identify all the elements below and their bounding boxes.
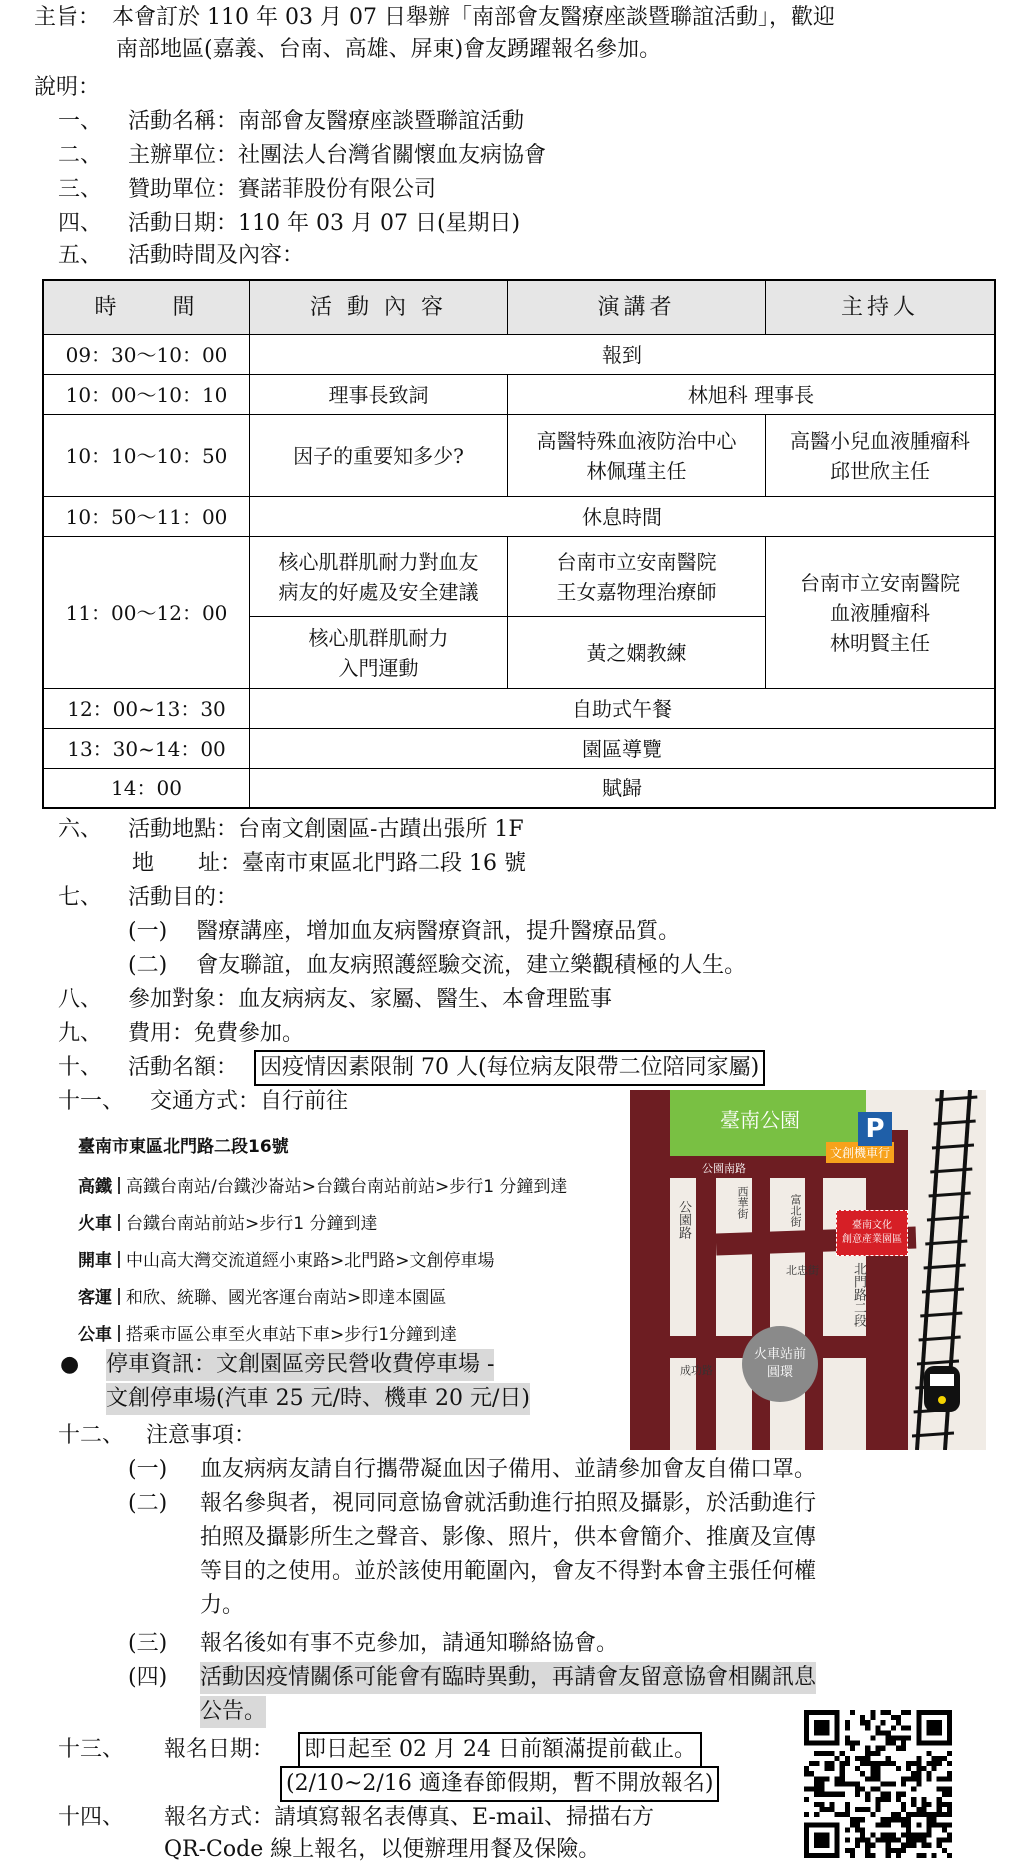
signup-date-box: 即日起至 02 月 24 日前額滿提前截止。 xyxy=(298,1732,702,1768)
item-text: 活動時間及內容： xyxy=(128,243,305,268)
item-text: 主辦單位：社團法人台灣省關懷血友病協會 xyxy=(128,143,547,168)
table-header: 時 間 xyxy=(44,281,250,335)
item-number: 五、 xyxy=(58,243,103,268)
parking-info-2: 文創停車場(汽車 25 元/時、機車 20 元/日) xyxy=(106,1383,530,1415)
divider xyxy=(118,1214,120,1231)
transport-row xyxy=(78,1283,446,1308)
purpose-item: (一) 醫療講座，增加血友病醫療資訊，提升醫療品質。 xyxy=(128,919,681,944)
item-text: 報名日期： xyxy=(164,1737,275,1762)
item-number: 九、 xyxy=(58,1021,103,1046)
note-number: (一) xyxy=(128,1457,168,1482)
road-label: 成功路 xyxy=(680,1364,713,1377)
transport-mode: 高鐵 xyxy=(78,1177,112,1197)
address-text: 地 址：臺南市東區北門路二段 16 號 xyxy=(132,851,526,876)
item-number: 十、 xyxy=(58,1055,103,1080)
item-number: 八、 xyxy=(58,987,103,1012)
schedule-table xyxy=(42,279,996,809)
transport-desc: 高鐵台南站/台鐵沙崙站>台鐵台南站前站>步行1 分鐘到達 xyxy=(126,1177,568,1197)
content-cell: 園區導覽 xyxy=(250,729,994,769)
parking-info: 停車資訊：文創園區旁民營收費停車場 - xyxy=(106,1349,494,1381)
signup-note-box: (2/10~2/16 適逢春節假期，暫不開放報名) xyxy=(280,1766,719,1802)
transport-mode: 開車 xyxy=(78,1251,112,1271)
time-cell: 13：30~14：00 xyxy=(44,729,250,769)
item-number: 三、 xyxy=(58,177,103,202)
station-circle: 火車站前 圓環 xyxy=(742,1326,818,1402)
transport-desc: 中山高大灣交流道經小東路>北門路>文創停車場 xyxy=(126,1251,495,1271)
speaker-cell: 黃之嫻教練 xyxy=(508,617,766,689)
explain-label: 說明： xyxy=(34,75,101,100)
transport-row xyxy=(78,1209,377,1234)
item-number: 一、 xyxy=(58,109,103,134)
purpose-item: (二) 會友聯誼，血友病照護經驗交流，建立樂觀積極的人生。 xyxy=(128,953,747,978)
item-text: 注意事項： xyxy=(146,1423,257,1448)
item-text: 參加對象：血友病病友、家屬、醫生、本會理監事 xyxy=(128,987,613,1012)
divider xyxy=(118,1288,120,1305)
road-label: 公園南路 xyxy=(702,1162,746,1175)
time-cell: 09：30～10：00 xyxy=(44,335,250,375)
note-number: (三) xyxy=(128,1631,168,1656)
transport-mode: 公車 xyxy=(78,1325,112,1345)
note-text: 拍照及攝影所生之聲音、影像、照片，供本會簡介、推廣及宣傳 xyxy=(200,1525,817,1550)
divider xyxy=(118,1251,120,1268)
bullet-icon: ● xyxy=(60,1352,80,1377)
note-number: (四) xyxy=(128,1665,168,1690)
site-marker: 臺南文化 創意產業園區 xyxy=(836,1210,908,1256)
transport-title: 臺南市東區北門路二段16號 xyxy=(78,1137,289,1157)
time-cell: 10：00～10：10 xyxy=(44,375,250,415)
transport-desc: 台鐵台南站前站>步行1 分鐘到達 xyxy=(126,1214,378,1234)
bike-shop-label: 文創機車行 xyxy=(826,1142,894,1163)
transport-desc: 搭乘市區公車至火車站下車>步行1分鐘到達 xyxy=(126,1325,458,1345)
speaker-cell: 台南市立安南醫院 王女嘉物理治療師 xyxy=(508,537,766,617)
content-cell: 核心肌群肌耐力對血友 病友的好處及安全建議 xyxy=(250,537,508,617)
host-cell: 台南市立安南醫院 血液腫瘤科 林明賢主任 xyxy=(766,537,994,689)
note-text: 力。 xyxy=(200,1593,245,1618)
time-cell: 10：10～10：50 xyxy=(44,415,250,497)
note-text: 活動因疫情關係可能會有臨時異動，再請會友留意協會相關訊息 xyxy=(200,1662,816,1694)
qr-code-icon[interactable] xyxy=(804,1710,952,1858)
transport-mode: 火車 xyxy=(78,1214,112,1234)
table-header: 活 動 內 容 xyxy=(250,281,508,335)
subject-text-2: 南部地區(嘉義、台南、高雄、屏東)會友踴躍報名參加。 xyxy=(116,37,662,62)
note-text: 報名參與者，視同同意協會就活動進行拍照及攝影，於活動進行 xyxy=(200,1491,817,1516)
transport-row xyxy=(78,1320,457,1345)
road-label: 公園路 xyxy=(676,1200,691,1239)
item-text: 費用：免費參加。 xyxy=(128,1021,305,1046)
item-number: 四、 xyxy=(58,211,103,236)
note-text: 報名後如有事不克參加，請通知聯絡協會。 xyxy=(200,1631,619,1656)
note-number: (二) xyxy=(128,1491,168,1516)
transport-mode: 客運 xyxy=(78,1288,112,1308)
item-text: 活動目的： xyxy=(128,885,239,910)
location-map xyxy=(630,1090,986,1450)
subject-label: 主旨： xyxy=(34,5,101,30)
road-label: 西華街 xyxy=(736,1186,749,1219)
quota-box: 因疫情因素限制 70 人(每位病友限帶二位陪同家屬) xyxy=(254,1050,765,1086)
railway-icon xyxy=(912,1090,986,1450)
time-cell: 12：00~13：30 xyxy=(44,689,250,729)
content-cell: 自助式午餐 xyxy=(250,689,994,729)
item-text: 報名方式：請填寫報名表傳真、E-mail、掃描右方 xyxy=(164,1805,654,1830)
table-header: 主持人 xyxy=(766,281,994,335)
content-cell: 賦歸 xyxy=(602,776,642,800)
time-cell: 10：50～11：00 xyxy=(44,497,250,537)
item-text: 贊助單位：賽諾菲股份有限公司 xyxy=(128,177,437,202)
host-cell: 高醫小兒血液腫瘤科 邱世欣主任 xyxy=(766,415,994,497)
transport-row xyxy=(78,1172,567,1197)
time-cell: 11：00～12：00 xyxy=(44,537,250,689)
content-cell: 核心肌群肌耐力 入門運動 xyxy=(250,617,508,689)
time-cell: 14：00 xyxy=(44,769,250,807)
item-number: 十三、 xyxy=(58,1737,125,1762)
content-cell: 理事長致詞 xyxy=(250,375,508,415)
park-label: 臺南公園 xyxy=(720,1108,800,1132)
item-number: 六、 xyxy=(58,817,103,842)
item-number: 七、 xyxy=(58,885,103,910)
subject-text: 本會訂於 110 年 03 月 07 日舉辦「南部會友醫療座談暨聯誼活動」，歡迎 xyxy=(112,5,835,30)
note-text: 等目的之使用。並於該使用範圍內，會友不得對本會主張任何權 xyxy=(200,1559,817,1584)
item-text: 活動名額： xyxy=(128,1055,239,1080)
item-text: 活動名稱：南部會友醫療座談暨聯誼活動 xyxy=(128,109,525,134)
table-header: 演講者 xyxy=(508,281,766,335)
item-number: 二、 xyxy=(58,143,103,168)
content-cell: 休息時間 xyxy=(250,497,994,537)
speaker-cell: 高醫特殊血液防治中心 林佩瑾主任 xyxy=(508,415,766,497)
divider xyxy=(118,1177,120,1194)
road-label: 北忠街 xyxy=(786,1264,819,1277)
content-cell: 報到 xyxy=(250,335,994,375)
transport-row xyxy=(78,1246,495,1271)
item-number: 十四、 xyxy=(58,1805,125,1830)
item-text: 活動日期：110 年 03 月 07 日(星期日) xyxy=(128,211,521,236)
parking-icon: P xyxy=(858,1112,892,1146)
transport-desc: 和欣、統聯、國光客運台南站>即達本園區 xyxy=(126,1288,447,1308)
item-number: 十一、 xyxy=(58,1089,125,1114)
note-text: 血友病病友請自行攜帶凝血因子備用、並請參加會友自備口罩。 xyxy=(200,1457,817,1482)
note-text: 公告。 xyxy=(200,1696,266,1728)
item-text: 交通方式：自行前往 xyxy=(150,1089,349,1114)
road-label: 富北街 xyxy=(789,1194,802,1227)
speaker-cell: 林旭科 理事長 xyxy=(508,375,994,415)
item-number: 十二、 xyxy=(58,1423,125,1448)
road-label: 北門路二段 xyxy=(851,1262,866,1327)
item-text: 活動地點：台南文創園區-古蹟出張所 1F xyxy=(128,817,524,842)
divider xyxy=(118,1325,120,1342)
content-cell: 因子的重要知多少? xyxy=(250,415,508,497)
item-text: QR-Code 線上報名，以便辦理用餐及保險。 xyxy=(164,1837,601,1862)
